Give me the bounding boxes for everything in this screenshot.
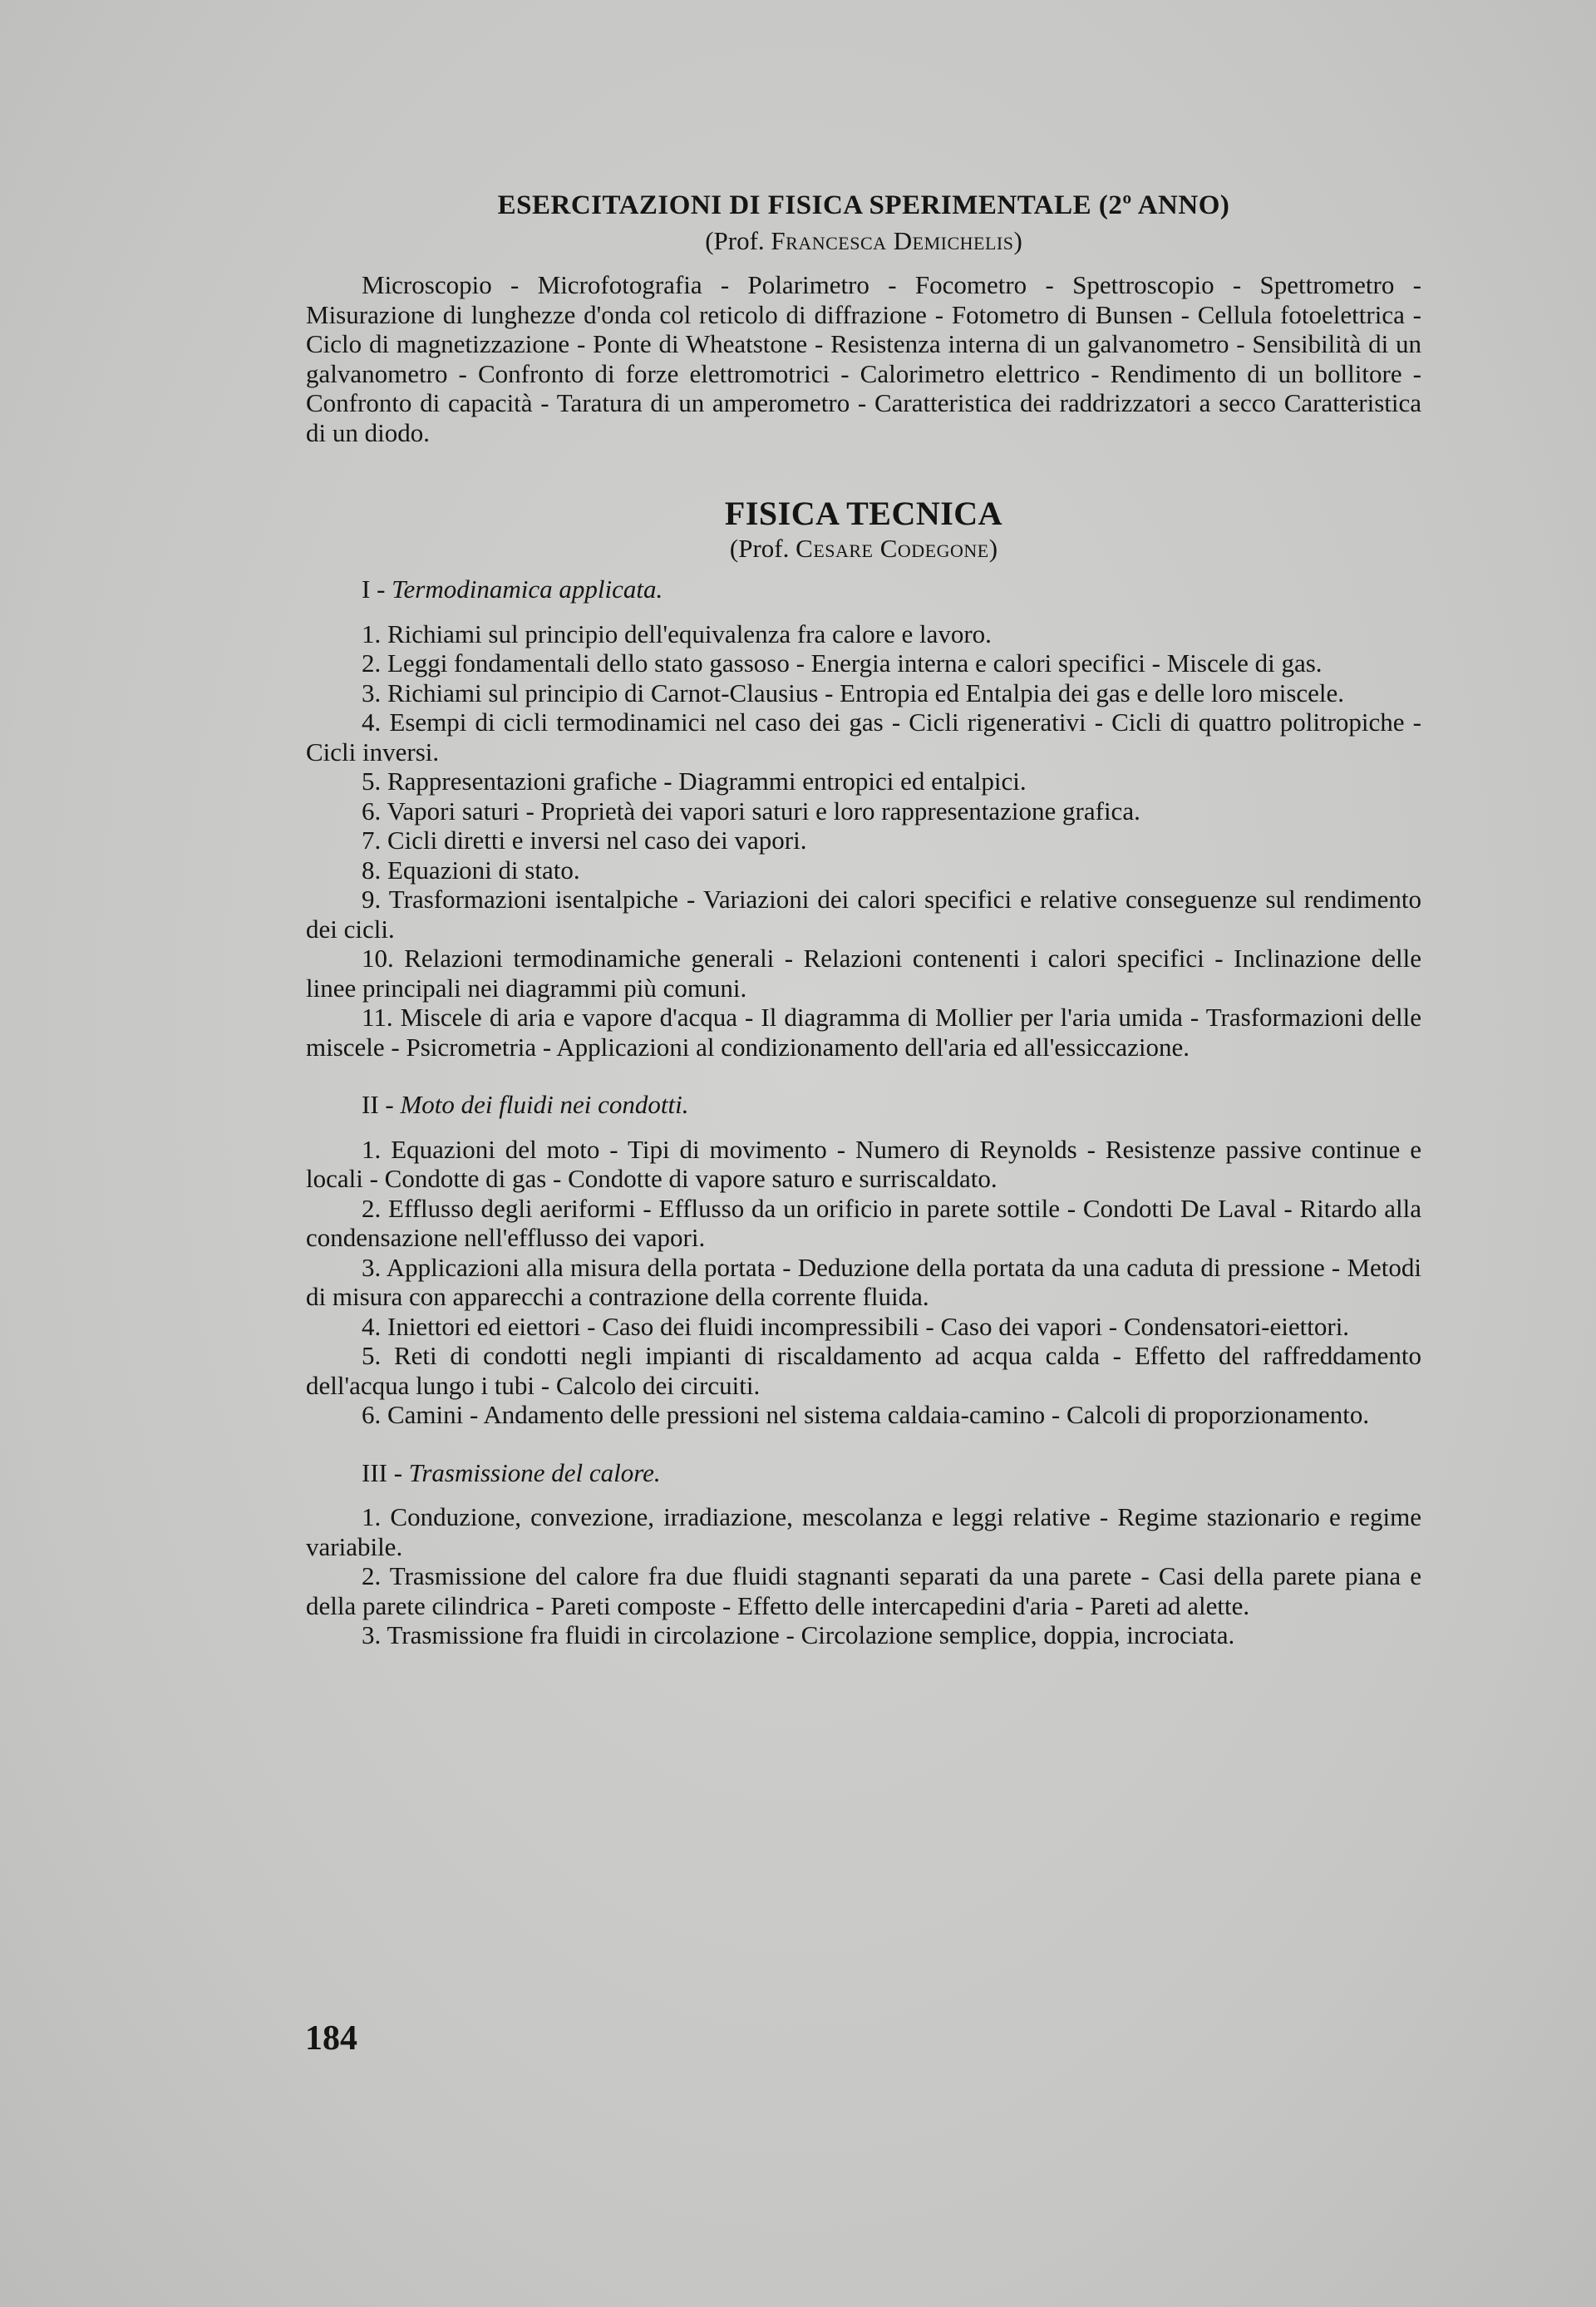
- list-item: 5. Rappresentazioni grafiche - Diagrammi entropici ed entalpici.: [362, 767, 1027, 796]
- part-1: [306, 574, 1421, 1062]
- list-item: 4. Iniettori ed eiettori - Caso dei fluidi incompressibili - Caso dei vapori - Condensatori-eiettori.: [362, 1311, 1350, 1341]
- professor-line-demichelis: [306, 226, 1421, 256]
- list-item: 6. Vapori saturi - Proprietà dei vapori saturi e loro rappresentazione grafica.: [362, 796, 1140, 826]
- list-item: 2. Leggi fondamentali dello stato gassoso - Energia interna e calori specifici - Miscele di gas.: [362, 648, 1323, 678]
- prof-suffix: ): [1013, 225, 1022, 255]
- list-item: 1. Richiami sul principio dell'equivalenza fra calore e lavoro.: [362, 619, 992, 648]
- prof-name: Cesare Codegone: [796, 533, 989, 563]
- list-item: 3. Richiami sul principio di Carnot-Clausius - Entropia ed Entalpia dei gas e delle loro miscele.: [362, 678, 1345, 707]
- part-2: [306, 1090, 1421, 1430]
- part-title: Trasmissione del calore.: [408, 1457, 661, 1487]
- page-content: [306, 191, 1421, 1650]
- part-number: II -: [362, 1090, 401, 1119]
- part-heading: [306, 1458, 1421, 1488]
- list-item: 3. Applicazioni alla misura della portata - Deduzione della portata da una caduta di pressione - Metodi di misura con apparecchi a contrazione della corrente fluida.: [306, 1252, 1421, 1311]
- prof-name: Francesca Demichelis: [771, 225, 1014, 255]
- list-item: 7. Cicli diretti e inversi nel caso dei vapori.: [362, 826, 807, 855]
- part-number: III -: [362, 1457, 409, 1487]
- part-heading: [306, 1090, 1421, 1120]
- list-item: 9. Trasformazioni isentalpiche - Variazioni dei calori specifici e relative conseguenze sul rendimento dei cicli.: [306, 885, 1421, 944]
- list-item: 2. Trasmissione del calore fra due fluidi stagnanti separati da una parete - Casi della parete piana e della parete cilindrica - Pareti composte - Effetto delle intercapedini d'aria - Pareti ad alette.: [306, 1561, 1421, 1620]
- course-description: Microscopio - Microfotografia - Polarimetro - Focometro - Spettroscopio - Spettrometro - Misurazione di lunghezze d'onda col reticolo di diffrazione - Fotometro di Bunsen - Cellula fotoelettrica - Ciclo di magnetizzazione - Ponte di Wheatstone - Resistenza interna di un galvanometro - Sensibilità di un galvanometro - Confronto di forze elettromotrici - Calorimetro elettrico - Rendimento di un bollitore - Confronto di capacità - Taratura di un amperometro - Caratteristica dei raddrizzatori a secco Caratteristica di un diodo.: [306, 270, 1421, 447]
- list-item: 5. Reti di condotti negli impianti di riscaldamento ad acqua calda - Effetto del raffreddamento dell'acqua lungo i tubi - Calcolo dei circuiti.: [306, 1341, 1421, 1400]
- list-item: 1. Conduzione, convezione, irradiazione, mescolanza e leggi relative - Regime stazionario e regime variabile.: [306, 1502, 1421, 1561]
- part-number: I -: [362, 574, 392, 604]
- list-item: 3. Trasmissione fra fluidi in circolazione - Circolazione semplice, doppia, incrociata.: [362, 1620, 1235, 1649]
- section-title-esercitazioni: ESERCITAZIONI DI FISICA SPERIMENTALE (2º ANNO): [497, 190, 1230, 220]
- prof-prefix: (Prof.: [729, 533, 796, 563]
- list-item: 10. Relazioni termodinamiche generali - Relazioni contenenti i calori specifici - Inclinazione delle linee principali nei diagrammi più comuni.: [306, 944, 1421, 1003]
- list-item: 11. Miscele di aria e vapore d'acqua - Il diagramma di Mollier per l'aria umida - Trasformazioni delle miscele - Psicrometria - Applicazioni al condizionamento dell'aria ed all'essiccazione.: [306, 1003, 1421, 1062]
- part-title: Termodinamica applicata.: [392, 574, 663, 604]
- list-item: 1. Equazioni del moto - Tipi di movimento - Numero di Reynolds - Resistenze passive continue e locali - Condotte di gas - Condotte di vapore saturo e surriscaldato.: [306, 1134, 1421, 1193]
- list-item: 8. Equazioni di stato.: [362, 855, 580, 885]
- prof-prefix: (Prof.: [705, 225, 771, 255]
- part-3: [306, 1458, 1421, 1650]
- page-number: 184: [305, 2019, 357, 2058]
- professor-line-codegone: [306, 534, 1421, 564]
- part-title: Moto dei fluidi nei condotti.: [400, 1090, 689, 1119]
- list-item: 6. Camini - Andamento delle pressioni nel sistema caldaia-camino - Calcoli di proporzionamento.: [362, 1400, 1370, 1429]
- list-item: 2. Efflusso degli aeriformi - Efflusso da un orificio in parete sottile - Condotti De Laval - Ritardo alla condensazione nell'efflusso dei vapori.: [306, 1193, 1421, 1252]
- section-title-fisica-tecnica: FISICA TECNICA: [724, 495, 1003, 532]
- part-heading: [306, 574, 1421, 604]
- prof-suffix: ): [988, 533, 998, 563]
- list-item: 4. Esempi di cicli termodinamici nel caso dei gas - Cicli rigenerativi - Cicli di quattro politropiche - Cicli inversi.: [306, 707, 1421, 767]
